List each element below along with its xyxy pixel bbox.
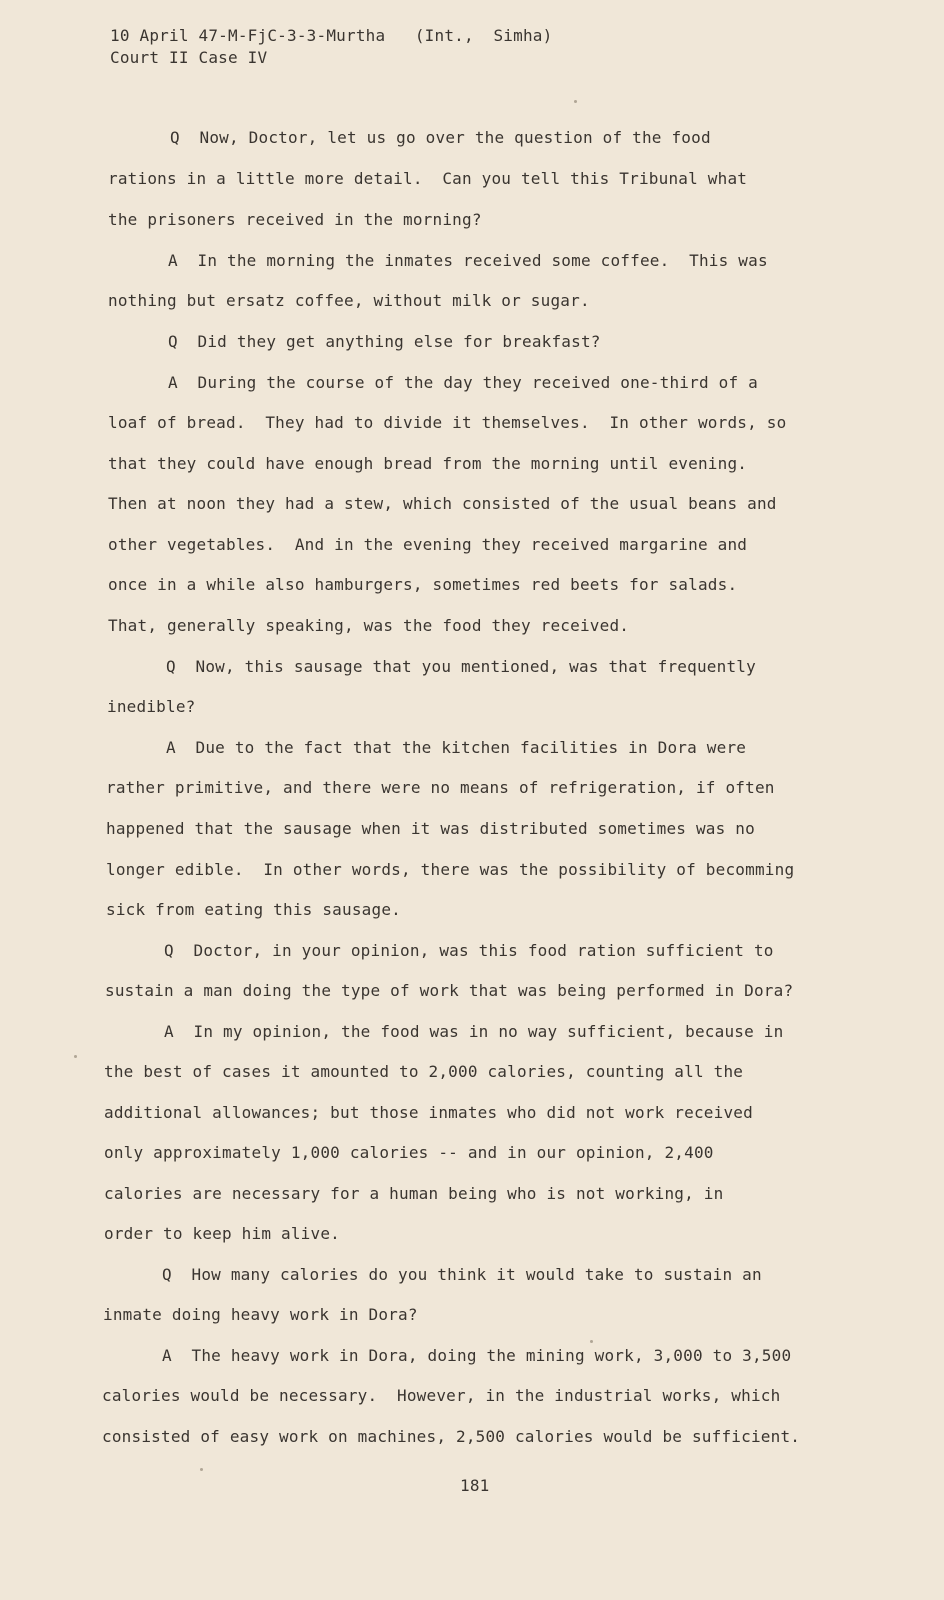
transcript-line: rations in a little more detail. Can you tell this Tribunal what	[108, 169, 748, 188]
transcript-line: A During the course of the day they received one-third of a	[168, 373, 758, 392]
page-number: 181	[460, 1476, 490, 1495]
transcript-line: calories are necessary for a human being who is not working, in	[104, 1184, 724, 1203]
transcript-line: A In my opinion, the food was in no way sufficient, because in	[164, 1022, 784, 1041]
transcript-line: Q Now, Doctor, let us go over the question of the food	[170, 128, 711, 147]
transcript-line: Q Did they get anything else for breakfast?	[168, 332, 601, 351]
header-session-line: 10 April 47-M-FjC-3-3-Murtha (Int., Simha)	[110, 26, 553, 45]
transcript-line: that they could have enough bread from the morning until evening.	[108, 454, 748, 473]
transcript-line: inmate doing heavy work in Dora?	[103, 1305, 418, 1324]
transcript-line: A Due to the fact that the kitchen facilities in Dora were	[166, 738, 747, 757]
transcript-line: A In the morning the inmates received some coffee. This was	[168, 251, 768, 270]
transcript-line: once in a while also hamburgers, sometimes red beets for salads.	[108, 575, 738, 594]
paper-speck	[574, 100, 577, 103]
transcript-line: inedible?	[107, 697, 196, 716]
transcript-line: additional allowances; but those inmates who did not work received	[104, 1103, 753, 1122]
transcript-line: rather primitive, and there were no means of refrigeration, if often	[106, 778, 775, 797]
transcript-line: sustain a man doing the type of work that was being performed in Dora?	[105, 981, 794, 1000]
transcript-line: Then at noon they had a stew, which consisted of the usual beans and	[108, 494, 777, 513]
transcript-line: Q How many calories do you think it would take to sustain an	[162, 1265, 762, 1284]
transcript-line: loaf of bread. They had to divide it themselves. In other words, so	[108, 413, 787, 432]
transcript-line: longer edible. In other words, there was the possibility of becomming	[106, 860, 795, 879]
transcript-line: the best of cases it amounted to 2,000 calories, counting all the	[104, 1062, 744, 1081]
transcript-line: nothing but ersatz coffee, without milk or sugar.	[108, 291, 590, 310]
header-court-line: Court II Case IV	[110, 48, 268, 67]
transcript-line: happened that the sausage when it was distributed sometimes was no	[106, 819, 755, 838]
transcript-line: order to keep him alive.	[104, 1224, 340, 1243]
transcript-line: other vegetables. And in the evening they received margarine and	[108, 535, 748, 554]
transcript-line: calories would be necessary. However, in the industrial works, which	[102, 1386, 781, 1405]
transcript-line: That, generally speaking, was the food they received.	[108, 616, 630, 635]
transcript-line: the prisoners received in the morning?	[108, 210, 482, 229]
transcript-line: Q Doctor, in your opinion, was this food ration sufficient to	[164, 941, 774, 960]
transcript-line: Q Now, this sausage that you mentioned, was that frequently	[166, 657, 756, 676]
paper-speck	[590, 1340, 593, 1343]
transcript-line: only approximately 1,000 calories -- and in our opinion, 2,400	[104, 1143, 714, 1162]
paper-speck	[200, 1468, 203, 1471]
paper-speck	[74, 1055, 77, 1058]
transcript-line: consisted of easy work on machines, 2,500 calories would be sufficient.	[102, 1427, 801, 1446]
transcript-line: A The heavy work in Dora, doing the mining work, 3,000 to 3,500	[162, 1346, 792, 1365]
transcript-line: sick from eating this sausage.	[106, 900, 401, 919]
